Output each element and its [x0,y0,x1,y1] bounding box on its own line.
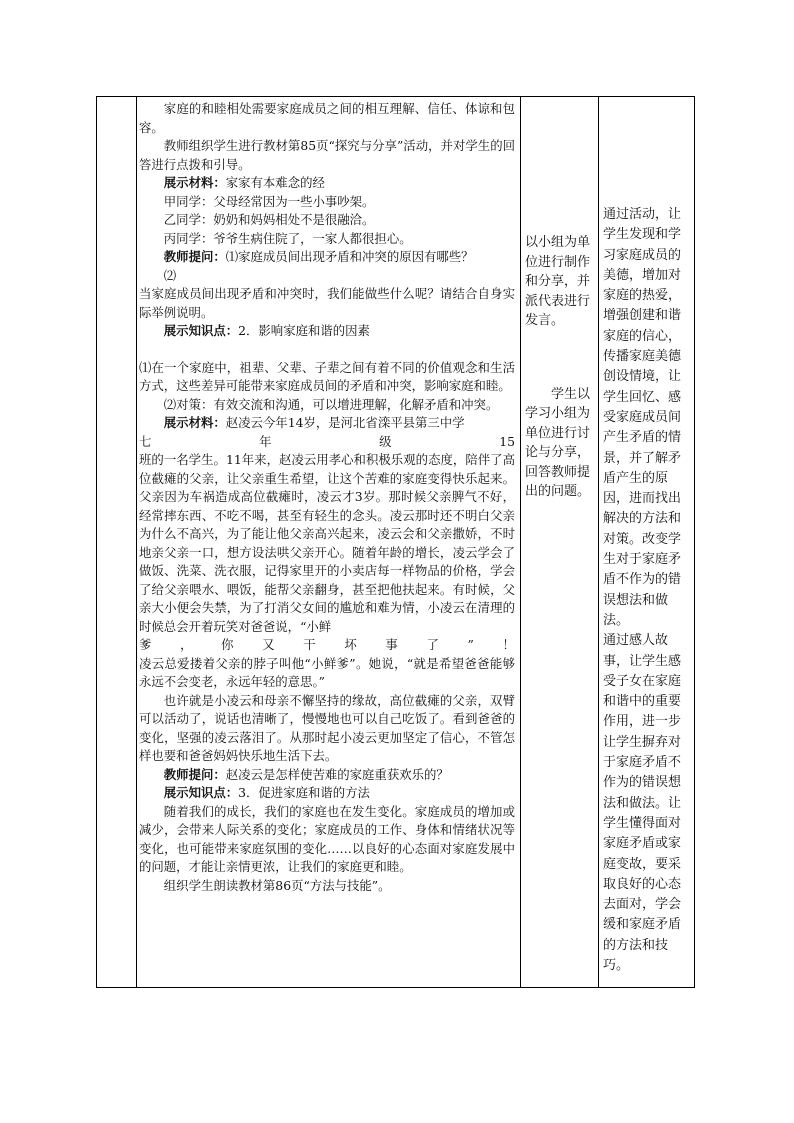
student-yi: 乙同学：奶奶和妈妈相处不是很融洽。 [163,212,375,227]
show-material-2: 展示材料：赵凌云今年14岁，是河北省滦平县第三中学 [163,415,465,430]
knowledge-point-2: 展示知识点：2．影响家庭和谐的因素 [163,323,370,338]
grade-line: 七 年 级 15 [139,433,515,449]
analysis-2: ⑵对策：有效交流和沟通，可以增进理解，化解矛盾和冲突。 [163,396,499,412]
column-divider [520,97,521,987]
knowledge-point-3: 展示知识点：3．促进家庭和谐的方法 [163,785,370,800]
closing-paragraph: 随着我们的成长，我们的家庭也在发生变化。家庭成员的增加或减少，会带来人际关系的变化；家庭成员的工作、身体和情绪状况等变化，也可能带来家庭氛围的变化……以良好的心态面对家庭发展中的问题，才能让亲情更浓，让我们的家庭更和睦。 [139,803,515,874]
quote-line: 爹 ， 你 又 干 坏 事 了 ” ！ [139,637,515,652]
design-intent-1: 通过活动，让学生发现和学习家庭成员的美德，增加对家庭的热爱，增强创建和谐家庭的信心，传播家庭美德 [603,207,682,365]
column-divider [598,97,599,987]
analysis-1: ⑴在一个家庭中，祖辈、父辈、子辈之间有着不同的价值观念和生活方式，这些差异可能带来家庭成员间的矛盾和冲突，影响家庭和睦。 [139,359,515,393]
student-activity-cell [525,233,595,502]
teacher-question-1: 教师提问：⑴家庭成员间出现矛盾和冲突的原因有哪些？ [163,249,474,264]
student-jia: 甲同学：父母经常因为一些小事吵架。 [163,193,375,209]
story-paragraph-2: 凌云总爱搂着父亲的脖子叫他“小鲜爹”。她说，“就是希望爸爸能够永远不会变老，永远年轻的意思。” [139,655,515,689]
design-intent-cell [603,205,693,976]
question-2-number: ⑵ [163,267,177,283]
teaching-process-cell [139,100,515,895]
lesson-plan-table [96,96,695,988]
design-intent-2: 创设情境，让学生回忆、感受家庭成员间产生矛盾的情景，并了解矛盾产生的原因，进而找出解决的方法和对策。改变学生对于家庭矛盾不作为的错误想法和做法。 [603,369,682,628]
story-paragraph-1: 班的一名学生。11年来，赵凌云用孝心和积极乐观的态度，陪伴了高位截瘫的父亲，让父亲重生希望，让这个苦难的家庭变得快乐起来。父亲因为车祸造成高位截瘫时，凌云才3岁。那时候父亲脾气不好，经常摔东西、不吃不喝，甚至有轻生的念头。凌云那时还不明白父亲为什么不高兴，为了能让他父亲高兴起来，凌云会和父亲撒娇，不时地亲父亲一口，想方设法哄父亲开心。随着年龄的增长，凌云学会了做饭、洗菜、洗衣服，记得家里开的小卖店每一样物品的价格，学会了给父亲喂水、喂饭，能帮父亲翻身，甚至把他扶起来。有时候，父亲大小便会失禁，为了打消父女间的尴尬和难为情，小凌云在清理的时候总会开着玩笑对爸爸说，“小鲜 [139,452,515,634]
question-2-text: 当家庭成员间出现矛盾和冲突时，我们能做些什么呢？请结合自身实际举例说明。 [139,286,515,320]
intro-paragraph: 家庭的和睦相处需要家庭成员之间的相互理解、信任、体谅和包容。 [139,101,515,135]
activity-paragraph: 教师组织学生进行教材第85页“探究与分享”活动，并对学生的回答进行点拨和引导。 [139,138,515,172]
story-paragraph-3: 也许就是小凌云和母亲不懈坚持的缘故，高位截瘫的父亲，双臂可以活动了，说话也清晰了，慢慢地也可以自己吃饭了。看到爸爸的变化，坚强的凌云落泪了。从那时起小凌云更加坚定了信心，不管怎样也要和爸爸妈妈快乐地生活下去。 [139,692,515,763]
column-divider [136,97,137,987]
teacher-question-3: 教师提问：赵凌云是怎样使苦难的家庭重获欢乐的？ [163,766,449,782]
design-intent-3: 通过感人故事，让学生感受子女在家庭和谐中的重要作用，进一步让学生摒弃对于家庭矛盾不作为的错误想法和做法。让学生懂得面对家庭矛盾或家庭变故，要采取良好的心态去面对，学会缓和家庭矛盾的方法和技巧。 [603,633,682,973]
show-material-1: 展示材料：家家有本难念的经 [163,175,325,190]
student-activity-2: 学生以学习小组为单位进行讨论与分享，回答教师提出的问题。 [525,386,591,499]
student-bing: 丙同学：爷爷生病住院了，一家人都很担心。 [163,230,412,246]
student-activity-1: 以小组为单位进行制作和分享，并派代表进行发言。 [525,235,591,328]
reading-instruction: 组织学生朗读教材第86页“方法与技能”。 [163,877,391,893]
